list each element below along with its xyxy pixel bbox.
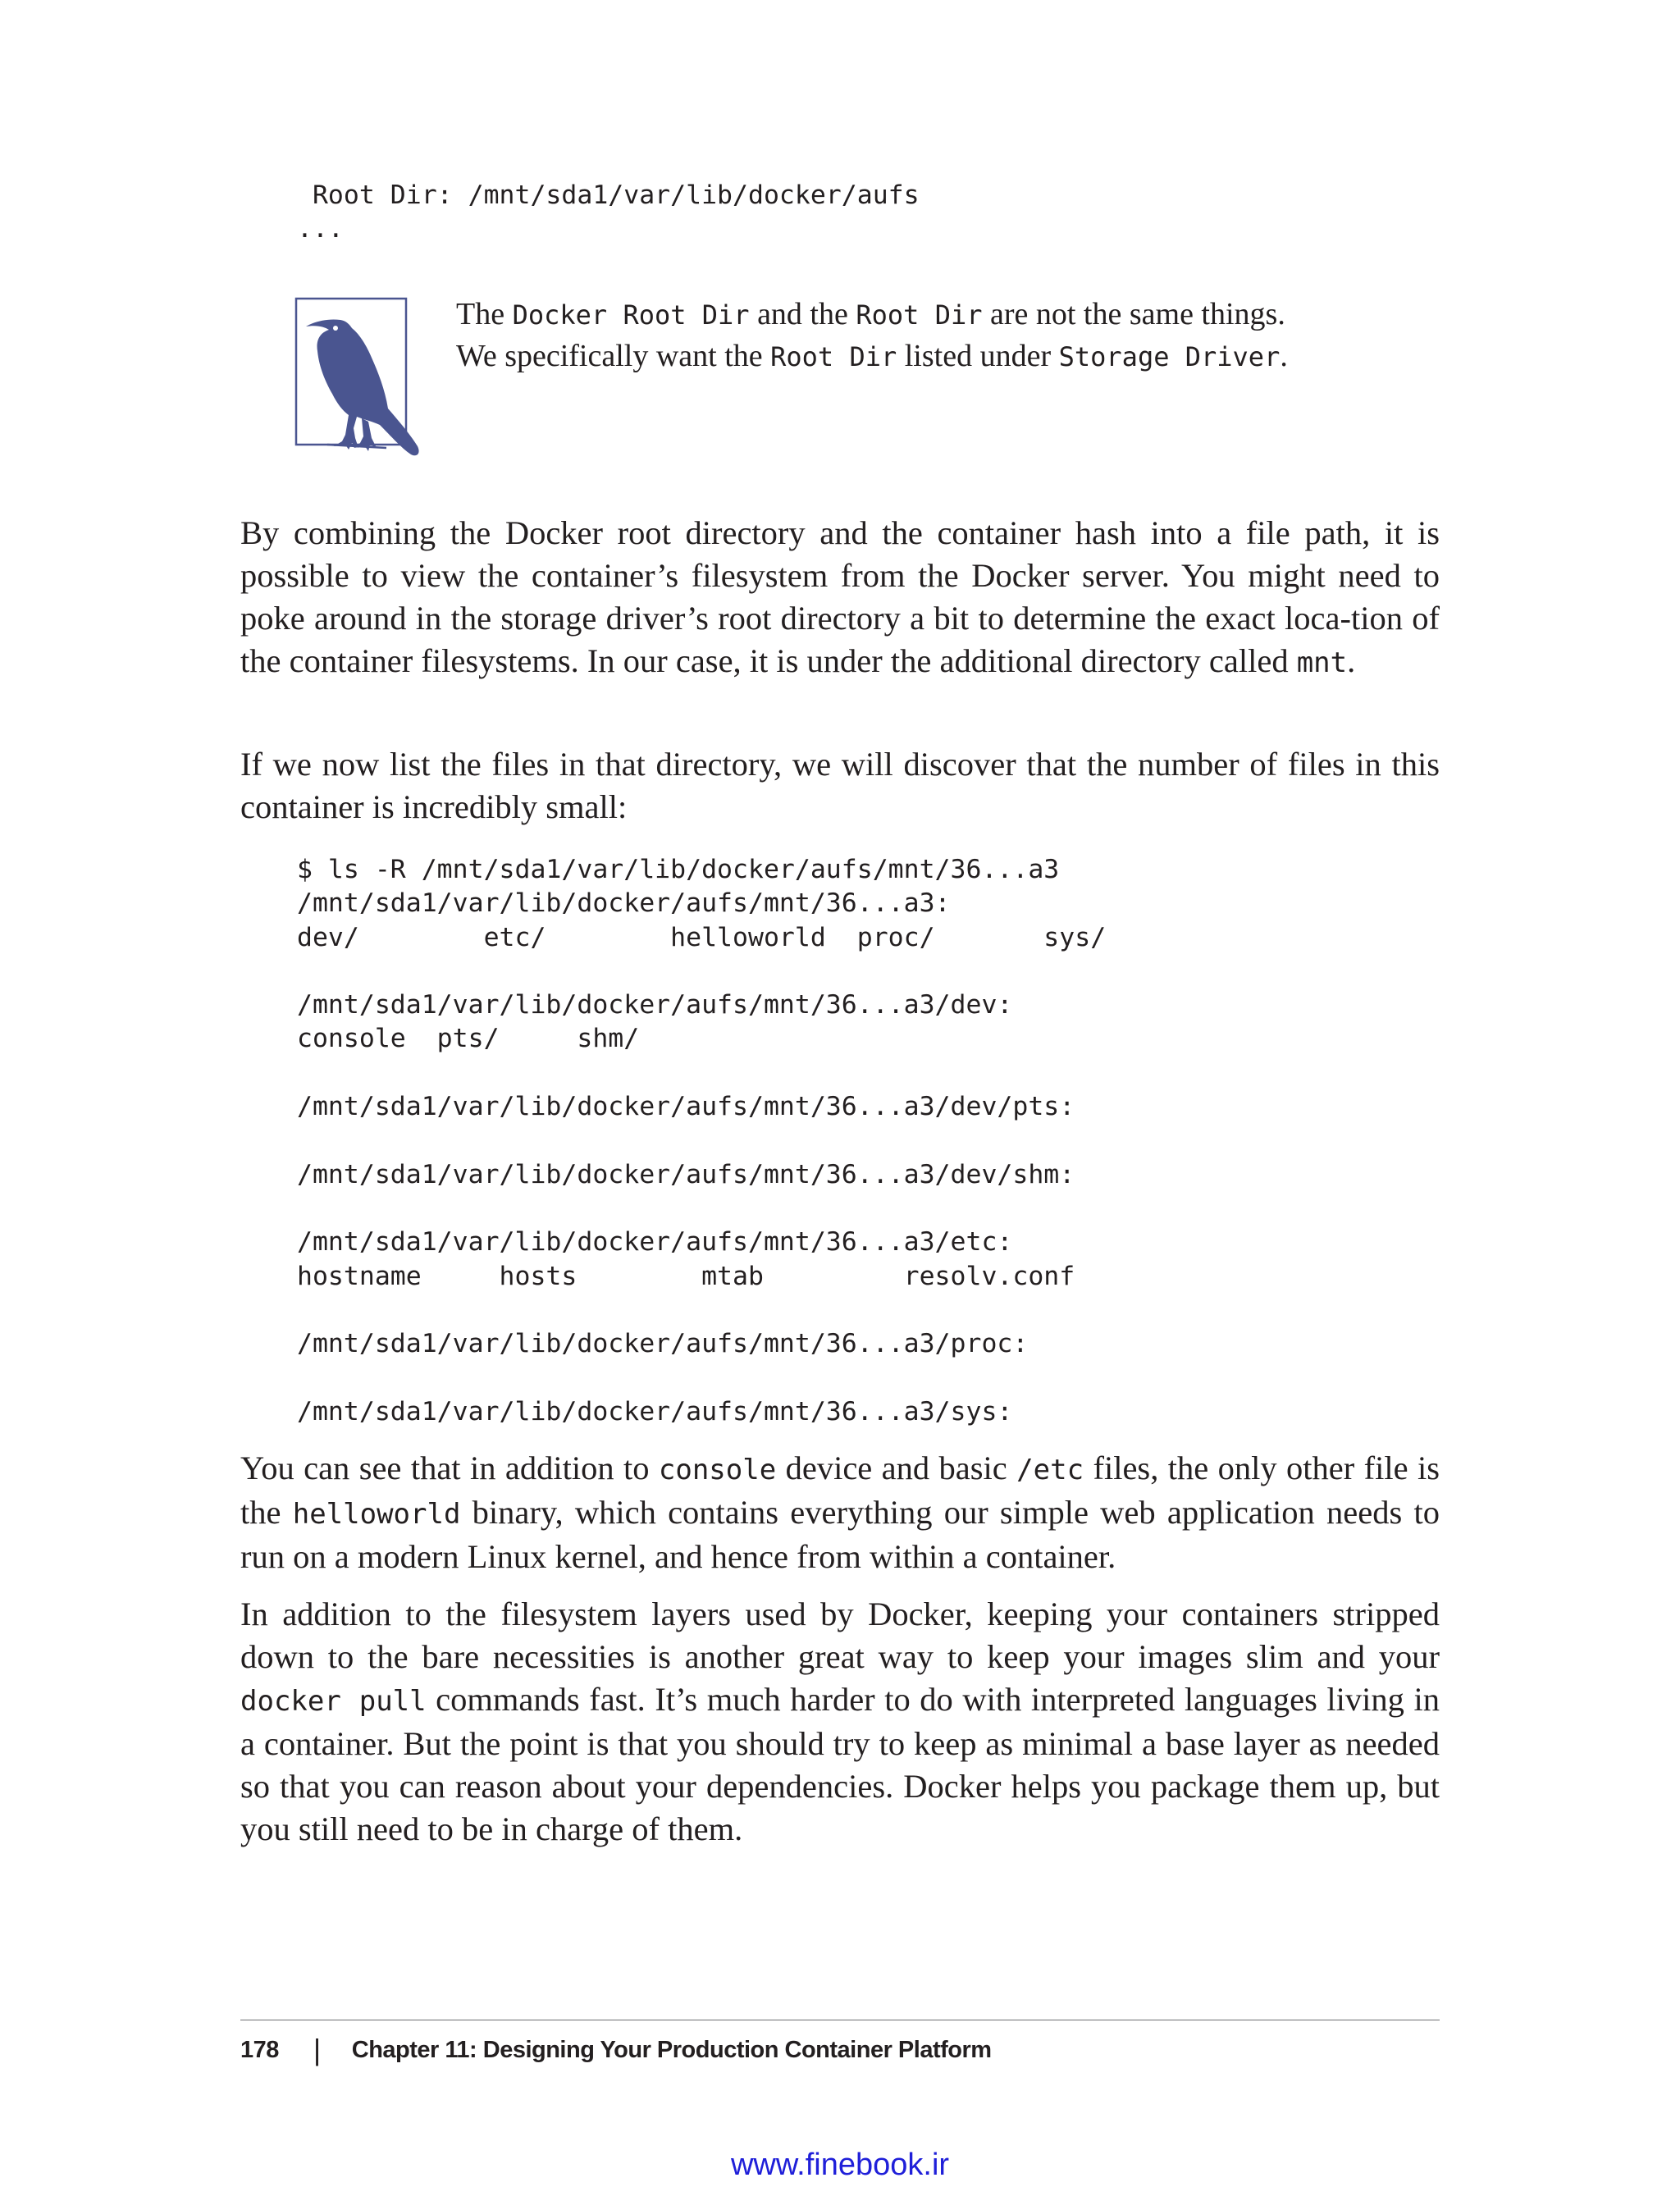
paragraph-text: By combining the Docker root directory and the container hash into a file path, it is possible to view the container’s filesystem from the Docker server. You might need to poke around in the storage driver’s root directory a bit to determine the exact loca-tion of the container filesystems. In our case, it is under the additional directory called (240, 514, 1440, 679)
paragraph-helloworld (240, 1447, 1440, 1578)
inline-code-console: console (658, 1454, 777, 1486)
inline-code-helloworld: helloworld (292, 1498, 461, 1531)
crow-note-icon (294, 297, 426, 461)
chapter-title: Chapter 11: Designing Your Production Container Platform (351, 2036, 992, 2063)
note-text-segment: are not the same things. (982, 297, 1285, 331)
note-code-storage-driver: Storage Driver (1058, 341, 1281, 372)
note-line-2 (456, 336, 1440, 377)
note-code-root-dir: Root Dir (856, 299, 983, 331)
note-text-segment: and the (749, 297, 856, 331)
code-block-ls-output: $ ls -R /mnt/sda1/var/lib/docker/aufs/mnt/36...a3 /mnt/sda1/var/lib/docker/aufs/mnt/36...a3: dev/ etc/ helloworld proc/ sys/ /mnt/sda1/var/lib/docker/aufs/mnt/36...a3/dev: console pts/ shm/ /mnt/sda1/var/lib/docker/aufs/mnt/36...a3/dev/pts: /mnt/sda1/var/lib/docker/aufs/mnt/36...a3/dev/shm: /mnt/sda1/var/lib/docker/aufs/mnt/36...a3/etc: hostname hosts mtab resolv.conf /mnt/sda1/var/lib/docker/aufs/mnt/36...a3/proc: /mnt/sda1/var/lib/docker/aufs/mnt/36...a3/sys: (297, 855, 1107, 1427)
paragraph-minimal-containers (240, 1593, 1440, 1851)
note-line-1 (456, 294, 1440, 336)
note-code-docker-root-dir: Docker Root Dir (512, 299, 750, 331)
note-text-segment: We specifically want the (456, 339, 771, 373)
paragraph-root-directory (240, 512, 1440, 684)
inline-code-mnt: mnt (1296, 646, 1348, 679)
note-text-segment: . (1280, 339, 1288, 373)
note-text-segment: listed under (897, 339, 1059, 373)
note-text-segment: The (456, 297, 513, 331)
page-footer (240, 2029, 992, 2070)
inline-code-docker-pull: docker pull (240, 1685, 427, 1718)
paragraph-text: In addition to the filesystem layers used by Docker, keeping your containers stripped down to the bare necessities is another great way to keep your images slim and your (240, 1596, 1440, 1675)
paragraph-text: You can see that in addition to (240, 1449, 659, 1486)
code-block-root-dir: Root Dir: /mnt/sda1/var/lib/docker/aufs ... (297, 180, 920, 244)
footer-separator: | (313, 2033, 321, 2066)
paragraph-text: device and basic (776, 1449, 1017, 1486)
page-number: 178 (240, 2036, 279, 2063)
paragraph-text: commands fast. It’s much harder to do with interpreted languages living in a container. But the point is that you should try to keep as minimal a base layer as needed so that you can reason about your dependencies. Docker helps you package them up, but you still need to be in charge of them. (240, 1681, 1440, 1847)
paragraph-list-files: If we now list the files in that directory, we will discover that the number of files in this container is incredibly small: (240, 746, 1440, 825)
note-text (456, 294, 1440, 377)
paragraph-text: binary, which contains everything our simple web application needs to run on a modern Linux kernel, and hence from within a container. (240, 1494, 1440, 1575)
paragraph-text: files, the only other file is the (240, 1449, 1440, 1531)
inline-code-etc: /etc (1016, 1454, 1084, 1486)
watermark-link[interactable]: www.finebook.ir (730, 2148, 950, 2182)
note-code-root-dir: Root Dir (770, 341, 897, 372)
paragraph-text: . (1347, 642, 1356, 679)
